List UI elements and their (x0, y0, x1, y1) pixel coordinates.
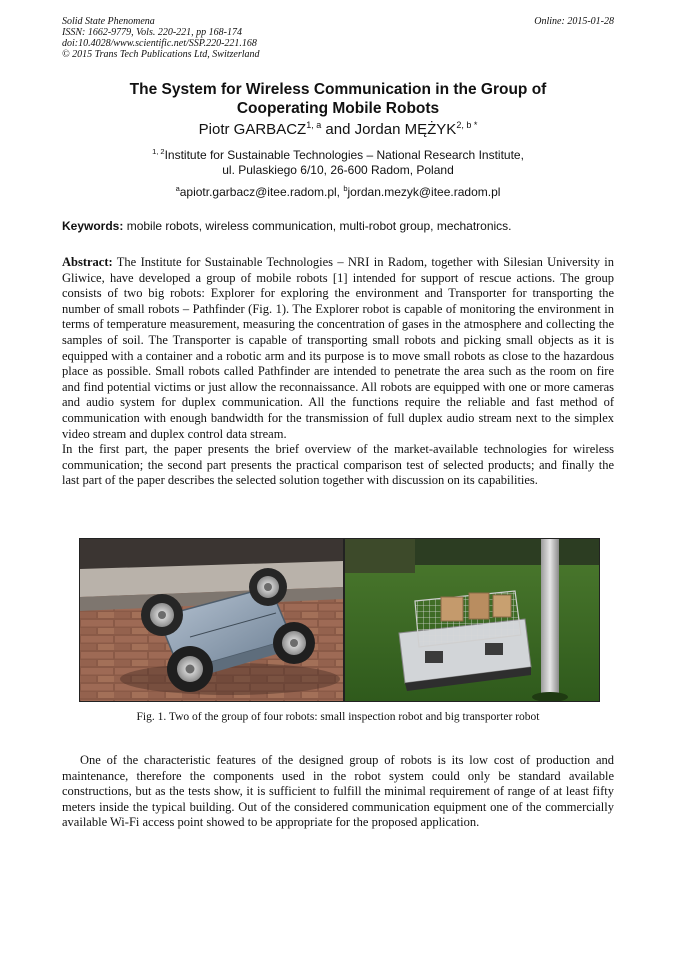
author-emails (62, 185, 614, 200)
abstract-label: Abstract: (62, 255, 113, 269)
transporter-robot-photo (345, 539, 599, 701)
keywords (62, 219, 614, 234)
small-inspection-robot-photo (80, 539, 345, 701)
author-2: Jordan MĘŻYK (354, 121, 457, 138)
affiliation-mark: 1, 2 (152, 147, 165, 156)
author-conjunction: and (321, 121, 355, 138)
title-line-1: The System for Wireless Communication in the Group of (129, 81, 547, 98)
journal-name: Solid State Phenomena (62, 16, 155, 27)
journal-copyright: © 2015 Trans Tech Publications Ltd, Switzerland (62, 49, 260, 60)
title-line-2: Cooperating Mobile Robots (236, 100, 440, 117)
author-1: Piotr GARBACZ (198, 121, 307, 138)
email-a-link[interactable]: apiotr.garbacz@itee.radom.pl, (179, 185, 344, 199)
keywords-text: mobile robots, wireless communication, multi-robot group, mechatronics. (123, 219, 512, 233)
abstract (62, 255, 614, 489)
figure-caption: Fig. 1. Two of the group of four robots: small inspection robot and big transporter robot (136, 711, 540, 723)
journal-doi: doi:10.4028/www.scientific.net/SSP.220-221.168 (62, 38, 257, 49)
email-b-mark: b (343, 184, 348, 193)
journal-issn: ISSN: 1662-9779, Vols. 220-221, pp 168-174 (62, 27, 242, 38)
author-1-affiliation-mark: 1, a (306, 120, 322, 130)
author-2-affiliation-mark: 2, b * (456, 120, 478, 130)
email-b-link[interactable]: jordan.mezyk@itee.radom.pl (347, 185, 501, 199)
author-list (62, 121, 614, 139)
body-paragraph-1: One of the characteristic features of the designed group of robots is its low cost of production and maintenance, therefore the components used in the robot system could only be standard available constructions, but as the tests show, it is sufficient to fulfill the minimal requirement of range of at least fifty meters inside the typical building. Out of the considered communication equipment one of the commercially available Wi-Fi access point showed to be appropriate for the proposed application. (62, 753, 614, 830)
abstract-paragraph-2: In the first part, the paper presents the brief overview of the market-available technologies for wireless communication; the second part presents the practical comparison test of selected products; and finally the last part of the paper describes the selected solution together with discussion on its capabilities. (62, 442, 614, 488)
email-a-mark: a (175, 184, 180, 193)
journal-header (62, 16, 260, 60)
affiliation-line-1: Institute for Sustainable Technologies – National Research Institute, (164, 148, 524, 162)
abstract-text-1: The Institute for Sustainable Technologies – NRI in Radom, together with Silesian University in Gliwice, have developed a group of mobile robots [1] intended for support of rescue actions. The group consists of two big robots: Explorer for exploring the environment and Transporter for transporting the number of small robots – Pathfinder (Fig. 1). The Explorer robot is capable of monitoring the environment in terms of temperature measurement, measuring the concentration of gases in the atmosphere and collecting the samples of soil. The Transporter is capable of transporting small robots and picking small objects as it is equipped with a container and a robotic arm and its purpose is to move small robots as close to the hazardous place as possible. Small robots called Pathfinder are intended to penetrate the area such as the room on fire and find potential victims or just allow the reconnaissance. All robots are equipped with one or more cameras and audio system for duplex communication. All the functions require the reliable and fast method of communication with enough bandwidth for the transmission of full duplex audio stream next to the simplex video stream and duplex control data stream. (62, 255, 614, 441)
paper-title (62, 80, 614, 118)
abstract-paragraph-1 (62, 255, 614, 442)
online-date: Online: 2015-01-28 (534, 16, 614, 27)
keywords-label: Keywords: (62, 219, 124, 233)
affiliation-line-2: ul. Pulaskiego 6/10, 26-600 Radom, Poland (222, 163, 454, 177)
figure-1 (79, 538, 600, 702)
affiliation (62, 148, 614, 178)
